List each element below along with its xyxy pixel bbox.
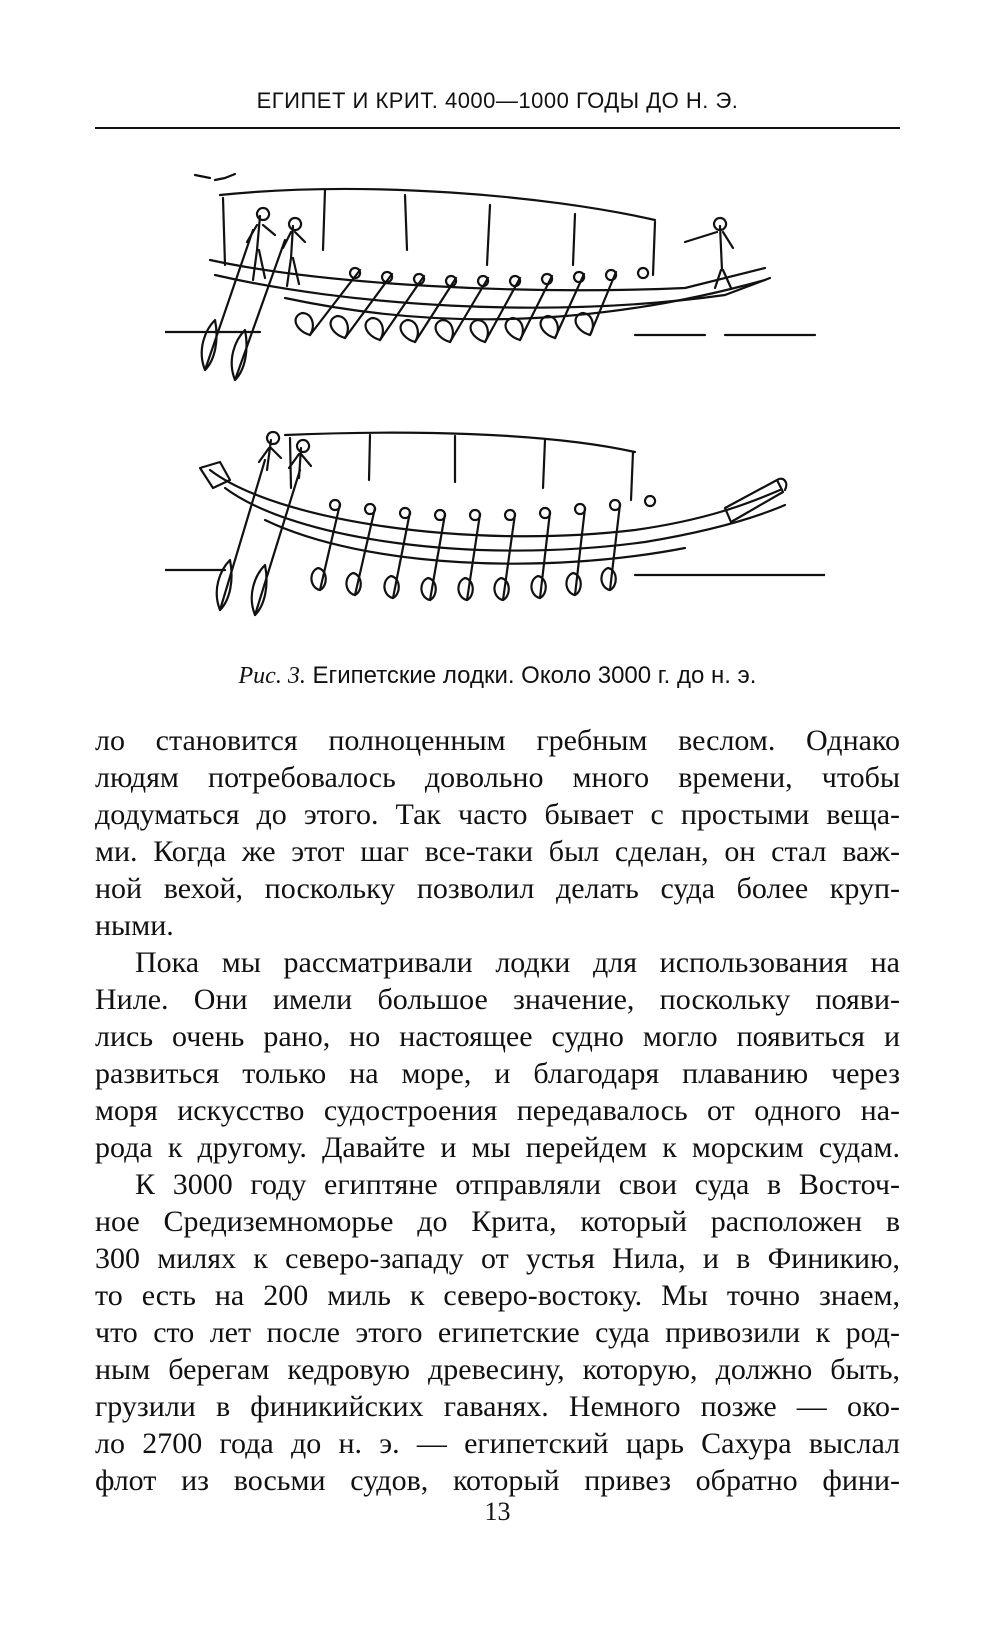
header-rule <box>95 127 900 129</box>
paragraph <box>95 722 900 944</box>
caption-label: Рис. 3. <box>238 663 306 689</box>
text-line: ми. Когда же этот шаг все-таки был сделан, он стал важ- <box>95 835 900 868</box>
figure-egyptian-boats <box>165 170 825 640</box>
text-line: ло 2700 года до н. э. — египетский царь Сахура выслал <box>95 1427 900 1460</box>
caption-text: Египетские лодки. Около 3000 г. до н. э. <box>312 662 757 689</box>
text-line: ло становится полноценным гребным веслом. Однако <box>95 724 900 757</box>
text-line: развиться только на море, и благодаря плаванию через <box>95 1057 900 1090</box>
text-line: моря искусство судостроения передавалось от одного на- <box>95 1094 900 1127</box>
text-line: Пока мы рассматривали лодки для использования на <box>135 946 900 979</box>
upper-boat <box>165 174 815 380</box>
text-line: что сто лет после этого египетские суда привозили к род- <box>95 1316 900 1349</box>
body-text <box>95 722 900 1499</box>
text-line: 300 милях к северо-западу от устья Нила, и в Финикию, <box>95 1242 900 1275</box>
paragraph <box>95 1166 900 1499</box>
text-line: людям потребовалось довольно много времени, чтобы <box>95 761 900 794</box>
text-line: К 3000 году египтяне отправляли свои суда в Восточ- <box>135 1168 900 1201</box>
figure-caption <box>95 662 900 690</box>
text-line: рода к другому. Давайте и мы перейдем к морским судам. <box>95 1131 900 1164</box>
text-line: лись очень рано, но настоящее судно могло появиться и <box>95 1020 900 1053</box>
text-line: грузили в финикийских гаванях. Немного позже — око- <box>95 1390 900 1423</box>
running-head: ЕГИПЕТ И КРИТ. 4000—1000 ГОДЫ ДО Н. Э. <box>256 88 739 113</box>
text-line: ным берегам кедровую древесину, которую, должно быть, <box>95 1353 900 1386</box>
text-line: ной вехой, поскольку позволил делать суда более круп- <box>95 872 900 905</box>
text-line: то есть на 200 миль к северо-востоку. Мы точно знаем, <box>95 1279 900 1312</box>
text-line: додуматься до этого. Так часто бывает с простыми веща- <box>95 798 900 831</box>
text-line: Ниле. Они имели большое значение, поскольку появи- <box>95 983 900 1016</box>
text-line: флот из восьми судов, который привез обратно фини- <box>95 1464 900 1497</box>
boats-illustration <box>165 170 825 640</box>
text-line: ными. <box>95 909 174 942</box>
lower-boat <box>165 432 825 615</box>
page-number: 13 <box>484 1497 511 1526</box>
paragraph <box>95 944 900 1166</box>
text-line: ное Средиземноморье до Крита, который расположен в <box>95 1205 900 1238</box>
